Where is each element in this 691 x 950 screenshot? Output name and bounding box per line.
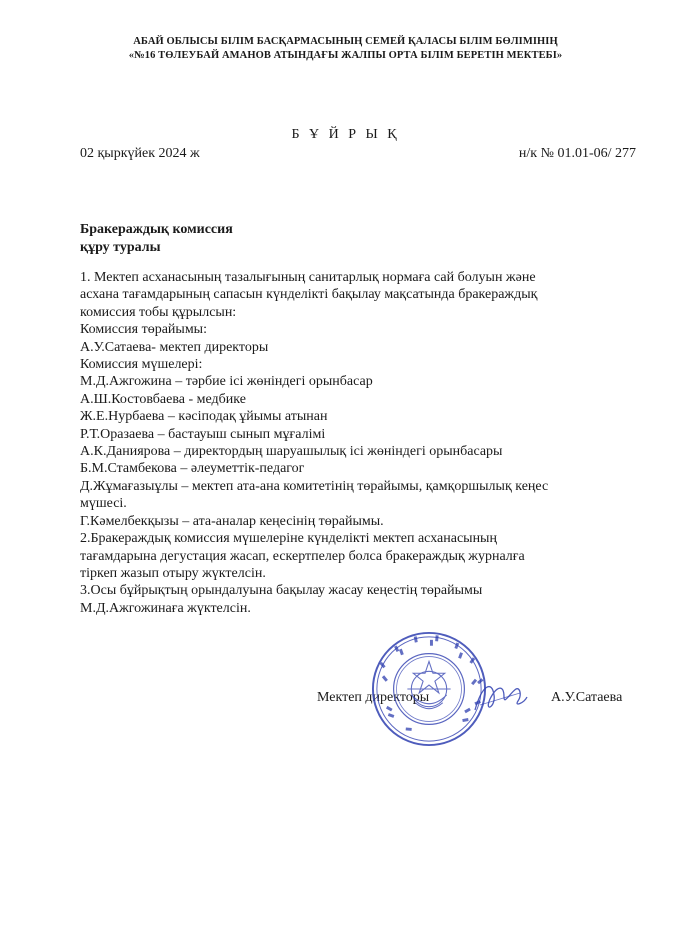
body-line: Б.М.Стамбекова – әлеуметтік-педагог bbox=[80, 461, 305, 477]
body-line: А.У.Сатаева- мектеп директоры bbox=[80, 339, 269, 355]
document-body bbox=[80, 269, 640, 617]
body-line: А.К.Даниярова – директордың шаруашылық ісі жөніндегі орынбасары bbox=[80, 444, 503, 460]
body-line: мүшесі. bbox=[80, 496, 127, 512]
body-line: Р.Т.Оразаева – бастауыш сынып мұғалімі bbox=[80, 426, 326, 442]
signature-role: Мектеп директоры bbox=[317, 690, 430, 705]
body-line: Д.Жұмағазыұлы – мектеп ата-ана комитетінің төрайымы, қамқоршылық кеңес bbox=[80, 478, 549, 494]
body-line: 3.Осы бұйрықтың орындалуына бақылау жасау кеңестің төрайымы bbox=[80, 583, 483, 599]
body-line: М.Д.Ажгожинаға жүктелсін. bbox=[80, 600, 251, 616]
body-line: Ж.Е.Нурбаева – кәсіподақ ұйымы атынан bbox=[80, 409, 328, 425]
body-line: комиссия тобы құрылсын: bbox=[80, 304, 237, 320]
body-line: Г.Кәмелбекқызы – ата-аналар кеңесінің төрайымы. bbox=[80, 513, 384, 529]
title-line-2: құру туралы bbox=[80, 240, 161, 255]
title-line-1: Бракераждық комиссия bbox=[80, 222, 233, 237]
body-line: Комиссия төрайымы: bbox=[80, 322, 207, 338]
body-line: тіркеп жазып отыру жүктелсін. bbox=[80, 565, 266, 581]
document-number: н/к № 01.01-06/ 277 bbox=[518, 146, 636, 161]
body-line: М.Д.Ажгожина – тәрбие ісі жөніндегі орынбасар bbox=[80, 374, 373, 390]
header-line-1: АБАЙ ОБЛЫСЫ БІЛІМ БАСҚАРМАСЫНЫҢ СЕМЕЙ ҚАЛАСЫ БІЛІМ БӨЛІМІНІҢ bbox=[133, 36, 558, 47]
body-line: А.Ш.Костовбаева - медбике bbox=[80, 391, 246, 407]
body-line: Комиссия мүшелері: bbox=[80, 357, 203, 373]
body-line: 1. Мектеп асханасының тазалығының санитарлық нормаға сай болуын және bbox=[80, 270, 536, 285]
header-line-2: «№16 ТӨЛЕУБАЙ АМАНОВ АТЫНДАҒЫ ЖАЛПЫ ОРТА БІЛІМ БЕРЕТІН МЕКТЕБІ» bbox=[128, 50, 563, 61]
document-date: 02 қыркүйек 2024 ж bbox=[80, 146, 200, 161]
document-title bbox=[80, 221, 233, 257]
body-line: 2.Бракераждық комиссия мүшелеріне күнделікті мектеп асханасының bbox=[80, 531, 497, 547]
signature-block bbox=[0, 690, 691, 710]
handwritten-signature-icon bbox=[470, 675, 530, 720]
body-line: асхана тағамдарының сапасын күнделікті бақылау мақсатында бракераждық bbox=[80, 287, 538, 303]
signature-name: А.У.Сатаева bbox=[551, 690, 623, 705]
document-type: Б Ұ Й Р Ы Қ bbox=[291, 127, 400, 142]
body-line: тағамдарына дегустация жасап, ескертпелер болса бракераждық журналға bbox=[80, 548, 525, 564]
